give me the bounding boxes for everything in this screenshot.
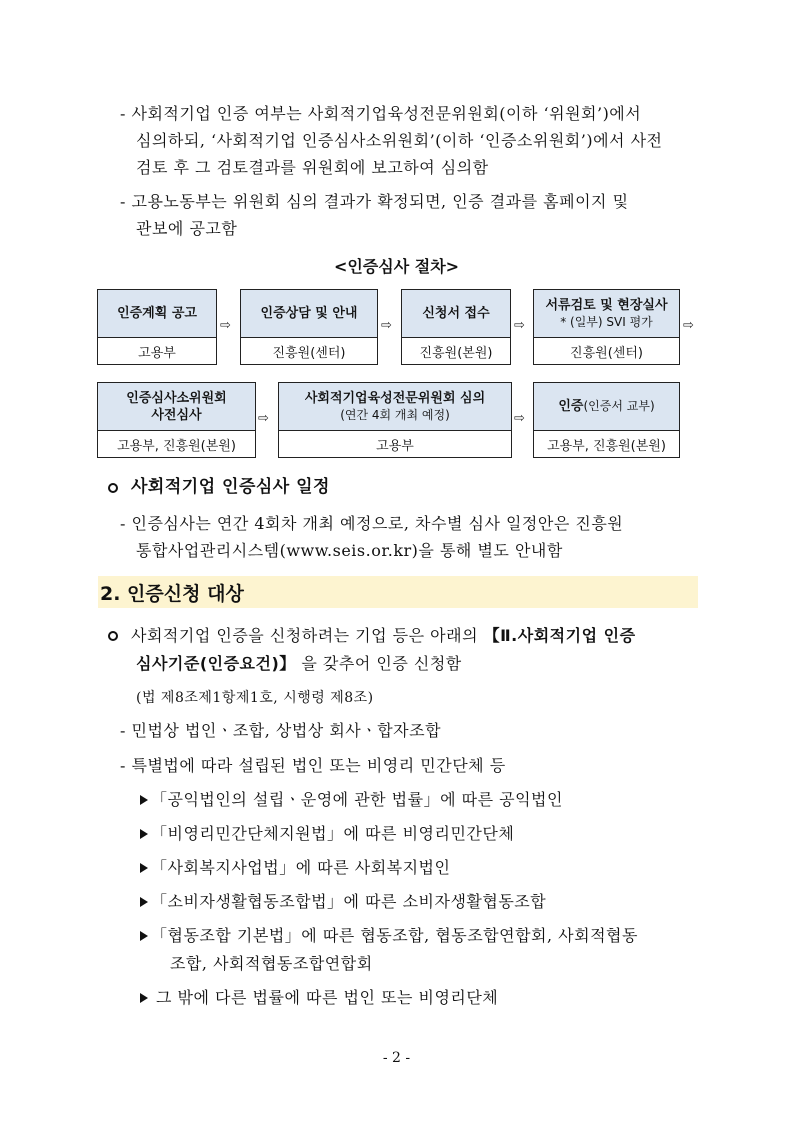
triangle-bullet-icon xyxy=(140,931,148,941)
flow-arrow-icon: ⇨ xyxy=(514,411,525,426)
triangle-bullet-icon xyxy=(140,897,148,907)
eligible-dash-2: - 특별법에 따라 설립된 법인 또는 비영리 민간단체 등 xyxy=(120,756,506,775)
eligible-item-4: 「소비자생활협동조합법」에 따른 소비자생활협동조합 xyxy=(151,892,547,911)
flow-step-title: 인증계획 공고 xyxy=(98,290,216,338)
eligible-item-5: 「협동조합 기본법」에 따른 협동조합, 협동조합연합회, 사회적협동 xyxy=(151,926,638,945)
eligible-item-2: 「비영리민간단체지원법」에 따른 비영리민간단체 xyxy=(151,824,515,843)
flow-step-agency: 진흥원(센터) xyxy=(272,345,346,361)
flow-step-committee xyxy=(278,382,512,458)
section-2-lead-emphasis-2: 심사기준(인증요건)】 xyxy=(136,654,296,673)
section-2-lead-text: 사회적기업 인증을 신청하려는 기업 등은 아래의 xyxy=(131,626,484,645)
flow-step-title: 서류검토 및 현장실사 xyxy=(545,297,668,313)
flow-step-title: 사회적기업육성전문위원회 심의 xyxy=(304,390,486,406)
intro-bullet-2-line-2: 관보에 공고함 xyxy=(136,219,238,238)
eligible-item-6: 그 밖에 다른 법률에 따른 법인 또는 비영리단체 xyxy=(156,988,499,1007)
flow-step-announcement xyxy=(97,289,217,365)
flow-arrow-icon: ⇨ xyxy=(381,318,392,333)
flow-step-certification xyxy=(533,382,680,458)
schedule-line-2: 통합사업관리시스템(www.seis.or.kr)을 통해 별도 안내함 xyxy=(136,541,563,560)
triangle-bullet-icon xyxy=(140,795,148,805)
eligible-item-3: 「사회복지사업법」에 따른 사회복지법인 xyxy=(151,858,451,877)
schedule-heading: 사회적기업 인증심사 일정 xyxy=(131,477,330,497)
flow-title: <인증심사 절차> xyxy=(333,257,460,276)
section-2-title: 2. 인증신청 대상 xyxy=(98,576,698,608)
flow-step-title: 인증 xyxy=(558,399,584,414)
page-number: - 2 - xyxy=(382,1050,411,1066)
flow-step-agency: 진흥원(센터) xyxy=(570,345,643,361)
flow-step-subtitle: (인증서 교부) xyxy=(583,399,655,413)
flow-step-consultation xyxy=(240,289,378,365)
flow-step-agency: 진흥원(본원) xyxy=(419,345,493,361)
flow-step-agency: 고용부 xyxy=(376,438,414,454)
section-2-lead-line-1 xyxy=(131,622,636,649)
flow-step-title-block xyxy=(98,383,255,431)
triangle-bullet-icon xyxy=(140,829,148,839)
flow-step-title: 인증상담 및 안내 xyxy=(241,290,377,338)
triangle-bullet-icon xyxy=(140,863,148,873)
flow-step-subcommittee xyxy=(97,382,256,458)
intro-bullet-1-line-2: 심의하되, ‘사회적기업 인증심사소위원회’(이하 ‘인증소위원회’)에서 사전 xyxy=(136,131,663,150)
circle-bullet-icon xyxy=(108,483,118,493)
schedule-line-1: - 인증심사는 연간 4회차 개최 예정으로, 차수별 심사 일정안은 진흥원 xyxy=(120,514,624,533)
flow-step-agency: 고용부, 진흥원(본원) xyxy=(547,438,666,454)
law-reference: (법 제8조제1항제1호, 시행령 제8조) xyxy=(136,690,374,706)
flow-step-subtitle: * (일부) SVI 평가 xyxy=(560,314,653,329)
intro-bullet-2-line-1: - 고용노동부는 위원회 심의 결과가 확정되면, 인증 결과를 홈페이지 및 xyxy=(120,192,629,211)
circle-bullet-icon xyxy=(108,631,118,641)
flow-step-title: 신청서 접수 xyxy=(402,290,510,338)
flow-step-subtitle: (연간 4회 개최 예정) xyxy=(340,407,450,422)
eligible-dash-1: - 민법상 법인ㆍ조합, 상법상 회사ㆍ합자조합 xyxy=(120,721,442,740)
flow-step-title-block xyxy=(534,290,679,338)
eligible-item-5-continued: 조합, 사회적협동조합연합회 xyxy=(170,954,373,973)
section-2-lead-text-2: 을 갖추어 인증 신청함 xyxy=(295,654,462,673)
section-2-lead-line-2 xyxy=(136,650,462,677)
flow-step-review xyxy=(533,289,680,365)
flow-step-title-block xyxy=(534,383,679,431)
flow-step-subtitle: 사전심사 xyxy=(151,407,202,423)
flow-arrow-icon: ⇨ xyxy=(514,318,525,333)
flow-arrow-icon: ⇨ xyxy=(258,411,269,426)
eligible-item-1: 「공익법인의 설립ㆍ운영에 관한 법률」에 따른 공익법인 xyxy=(151,790,563,809)
flow-step-application xyxy=(401,289,511,365)
flow-arrow-icon: ⇨ xyxy=(683,318,694,333)
flow-step-agency: 고용부 xyxy=(138,345,176,361)
flow-arrow-icon: ⇨ xyxy=(220,318,231,333)
triangle-bullet-icon xyxy=(140,993,148,1003)
intro-bullet-1-line-3: 검토 후 그 검토결과를 위원회에 보고하여 심의함 xyxy=(136,158,489,177)
flow-step-title-block xyxy=(279,383,511,431)
flow-step-title: 인증심사소위원회 xyxy=(126,390,227,406)
flow-step-agency: 고용부, 진흥원(본원) xyxy=(117,438,236,454)
section-2-lead-emphasis: 【Ⅱ.사회적기업 인증 xyxy=(483,626,636,645)
intro-bullet-1-line-1: - 사회적기업 인증 여부는 사회적기업육성전문위원회(이하 ‘위원회’)에서 xyxy=(120,104,642,123)
